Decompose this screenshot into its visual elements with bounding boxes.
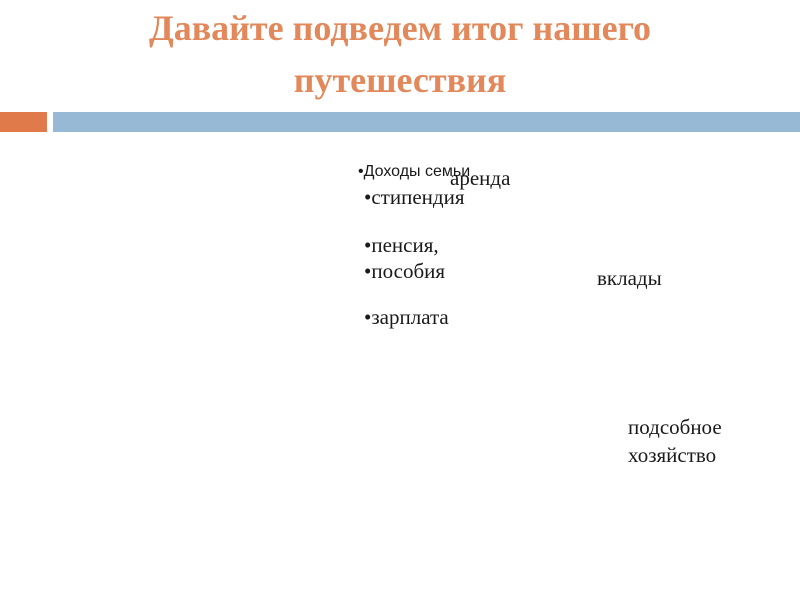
item-family-income: • Доходы семьи (358, 163, 470, 181)
item-subsidiary-farm (628, 413, 722, 469)
item-subsidiary-farm-line2: хозяйство (628, 443, 717, 467)
slide-title-line2: путешествия (293, 60, 507, 100)
item-subsidiary-farm-line1: подсобное (628, 415, 722, 439)
item-stipend: • стипендия (364, 185, 464, 209)
slide-title-line1: Давайте подведем итог нашего (148, 8, 652, 48)
item-pension: • пенсия, (364, 233, 439, 257)
item-salary: • зарплата (364, 305, 449, 329)
slide-title (0, 2, 800, 106)
item-deposits: вклады (597, 266, 662, 290)
item-benefits: • пособия (364, 259, 445, 283)
decorative-bar-blue (53, 112, 800, 132)
decorative-bar-orange (0, 112, 47, 132)
item-rent: аренда (450, 166, 511, 190)
